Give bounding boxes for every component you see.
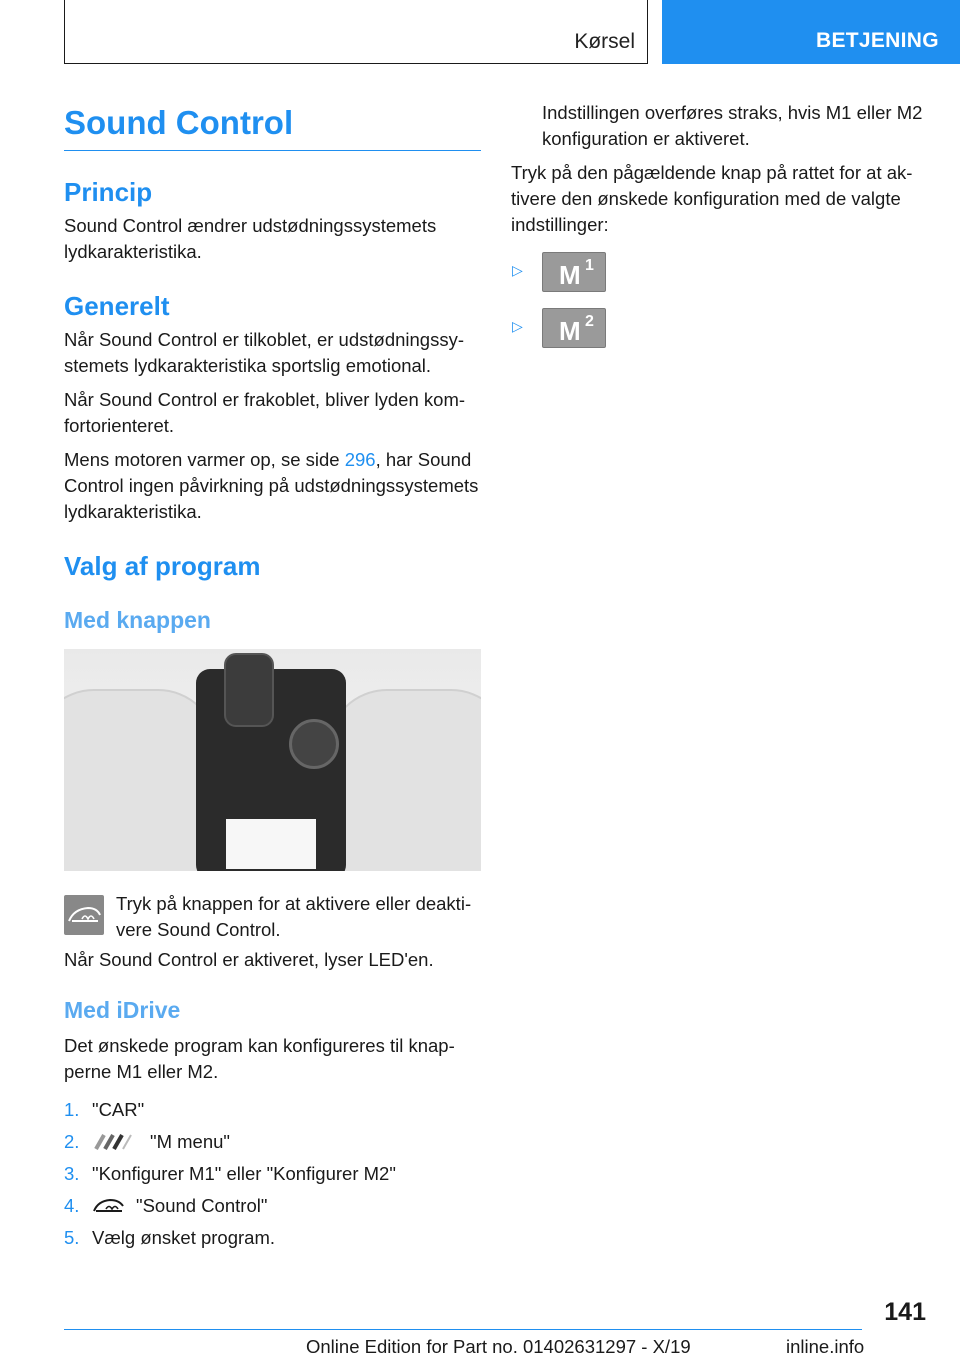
transfer-text: Indstillingen overføres straks, hvis M1 eller M2 konfiguration er aktiveret. — [542, 102, 923, 149]
m1-button-icon — [542, 252, 606, 292]
led-text: Når Sound Control er aktiveret, lyser LED'en. — [64, 949, 434, 970]
list-item — [511, 308, 929, 350]
heading-with-idrive: Med iDrive — [64, 997, 181, 1023]
m1-button-letter: M — [559, 260, 581, 290]
header-chapter-title: BETJENING — [816, 29, 939, 52]
steps-list — [64, 1097, 481, 1251]
header-chapter-box — [662, 0, 960, 64]
step-number: 5. — [64, 1227, 80, 1248]
console-tray-shape — [226, 819, 316, 869]
left-column — [64, 100, 481, 1257]
step-text: "CAR" — [92, 1099, 145, 1120]
list-item — [64, 1225, 481, 1251]
left-seat-shape — [64, 689, 218, 871]
m2-button-icon — [542, 308, 606, 348]
idrive-controller-shape — [289, 719, 339, 769]
header-section-box — [64, 0, 648, 64]
triangle-bullet-icon: ▷ — [512, 318, 523, 334]
step-text: "Konfigurer M1" eller "Konfigurer M2" — [92, 1163, 396, 1184]
center-console-photo — [64, 649, 481, 871]
triangle-bullet-icon: ▷ — [512, 262, 523, 278]
step-number: 1. — [64, 1099, 80, 1120]
heading-program-selection: Valg af program — [64, 551, 261, 581]
footer-site: inline.info — [786, 1336, 865, 1357]
note-text: Tryk på knappen for at aktivere eller deaktivere Sound Control. — [116, 893, 472, 940]
step-number: 2. — [64, 1131, 80, 1152]
header-section-title: Kørsel — [574, 30, 635, 53]
step-text: Vælg ønsket program. — [92, 1227, 276, 1248]
sound-button-note — [64, 891, 481, 947]
heading-with-button: Med knappen — [64, 607, 211, 633]
step-text: "Sound Control" — [136, 1195, 268, 1216]
page-title: Sound Control — [64, 100, 481, 151]
general-text-3-end: , har Sound Control ingen påvirkning på udstødningssystemets lydkarakteristika. — [64, 449, 479, 522]
sound-control-button-icon — [64, 895, 104, 935]
step-text: "M menu" — [150, 1131, 230, 1152]
general-text-3-start: Mens motoren varmer op, se side — [64, 449, 345, 470]
step-number: 3. — [64, 1163, 80, 1184]
heading-general: Generelt — [64, 291, 170, 321]
right-seat-shape — [327, 689, 481, 871]
right-column — [511, 100, 929, 364]
gear-selector-shape — [224, 653, 274, 727]
m-buttons-list — [511, 252, 929, 350]
list-item — [64, 1161, 481, 1187]
press-button-text: Tryk på den pågældende knap på rattet for at aktivere den ønskede konfiguration med de valgte indstillinger: — [511, 162, 913, 235]
idrive-text: Det ønskede program kan konfigureres til knapperne M1 eller M2. — [64, 1035, 455, 1082]
m2-button-number: 2 — [585, 313, 594, 330]
page-number: 141 — [884, 1298, 926, 1326]
general-text-3 — [64, 447, 481, 525]
principle-text: Sound Control ændrer udstødningssystemets lydkarakteristika. — [64, 215, 437, 262]
m1-button-number: 1 — [585, 257, 594, 274]
m2-button-letter: M — [559, 316, 581, 346]
footer-divider — [64, 1329, 862, 1330]
list-item — [64, 1097, 481, 1123]
step-number: 4. — [64, 1195, 80, 1216]
page-reference-link[interactable]: 296 — [344, 449, 376, 470]
list-item — [511, 252, 929, 294]
m-menu-icon — [92, 1134, 140, 1150]
general-text-1: Når Sound Control er tilkoblet, er udstødningssystemets lydkarakteristika sportslig emotional. — [64, 329, 465, 376]
heading-principle: Princip — [64, 177, 153, 207]
list-item — [64, 1129, 481, 1155]
sound-control-icon — [92, 1196, 126, 1216]
list-item — [64, 1193, 481, 1219]
footer-edition: Online Edition for Part no. 01402631297 - X/19 — [306, 1336, 691, 1357]
general-text-2: Når Sound Control er frakoblet, bliver lyden komfortorienteret. — [64, 389, 466, 436]
